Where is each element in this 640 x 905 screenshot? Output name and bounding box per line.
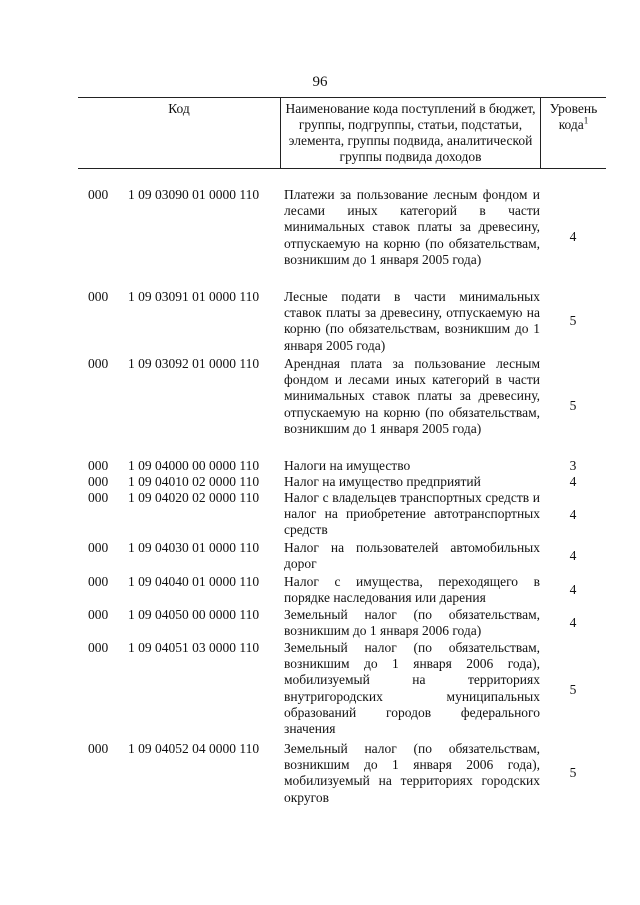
page-number: 96 — [312, 74, 328, 90]
revenue-name: Арендная плата за пользование лесным фондом и лесами иных категорий в части минимальных ставок платы за древесину, отпускаемую на корню (по обязательствам, возникшим до 1 января 2005 года) — [284, 356, 540, 436]
admin-code: 000 — [88, 187, 109, 202]
admin-code: 000 — [88, 474, 109, 489]
revenue-level: 5 — [569, 398, 577, 413]
revenue-name: Земельный налог (по обязательствам, возникшим до 1 января 2006 года), мобилизуемый на территориях городских округов — [284, 741, 540, 805]
header-level — [540, 98, 606, 168]
revenue-level: 4 — [569, 474, 577, 489]
revenue-name: Земельный налог (по обязательствам, возникшим до 1 января 2006 года), мобилизуемый на территориях внутригородских муниципальных образований городов федерального значения — [284, 640, 540, 737]
header-name: Наименование кода поступлений в бюджет, группы, подгруппы, статьи, подстатьи, элемента, группы подвида, аналитической группы подвида доходов — [280, 98, 540, 168]
header-level-footnote: 1 — [583, 115, 589, 126]
revenue-name: Налог с имущества, переходящего в порядке наследования или дарения — [284, 574, 540, 606]
revenue-code: 1 09 04040 01 0000 110 — [128, 574, 260, 589]
admin-code: 000 — [88, 289, 109, 304]
admin-code: 000 — [88, 741, 109, 756]
revenue-name: Налог на пользователей автомобильных дорог — [284, 540, 540, 572]
revenue-level: 4 — [569, 548, 577, 563]
revenue-code: 1 09 04052 04 0000 110 — [128, 741, 260, 756]
revenue-code: 1 09 04020 02 0000 110 — [128, 490, 260, 505]
revenue-code: 1 09 04010 02 0000 110 — [128, 474, 260, 489]
admin-code: 000 — [88, 356, 109, 371]
admin-code: 000 — [88, 458, 109, 473]
revenue-level: 4 — [569, 507, 577, 522]
revenue-code: 1 09 04030 01 0000 110 — [128, 540, 260, 555]
revenue-name: Налог на имущество предприятий — [284, 474, 481, 489]
admin-code: 000 — [88, 574, 109, 589]
header-code: Код — [168, 101, 190, 116]
revenue-code: 1 09 03092 01 0000 110 — [128, 356, 260, 371]
admin-code: 000 — [88, 490, 109, 505]
table-header — [78, 97, 606, 169]
revenue-code: 1 09 04051 03 0000 110 — [128, 640, 260, 655]
admin-code: 000 — [88, 540, 109, 555]
admin-code: 000 — [88, 640, 109, 655]
revenue-name: Платежи за пользование лесным фондом и лесами иных категорий в части минимальных ставок платы за древесину, отпускаемую на корню (по обязательствам, возникшим до 1 января 2005 года) — [284, 187, 540, 267]
revenue-level: 5 — [569, 682, 577, 697]
revenue-level: 4 — [569, 615, 577, 630]
admin-code: 000 — [88, 607, 109, 622]
revenue-name: Лесные подати в части минимальных ставок платы за древесину, отпускаемую на корню (по обязательствам, возникшим до 1 января 2005 года) — [284, 289, 540, 353]
revenue-code: 1 09 03090 01 0000 110 — [128, 187, 260, 202]
revenue-level: 5 — [569, 765, 577, 780]
revenue-code: 1 09 04000 00 0000 110 — [128, 458, 260, 473]
revenue-level: 5 — [569, 313, 577, 328]
revenue-level: 4 — [569, 582, 577, 597]
revenue-code: 1 09 03091 01 0000 110 — [128, 289, 260, 304]
revenue-name: Земельный налог (по обязательствам, возникшим до 1 января 2006 года) — [284, 607, 540, 639]
revenue-name: Налоги на имущество — [284, 458, 411, 473]
revenue-name: Налог с владельцев транспортных средств и налог на приобретение автотранспортных средств — [284, 490, 540, 538]
revenue-code: 1 09 04050 00 0000 110 — [128, 607, 260, 622]
revenue-level: 4 — [569, 229, 577, 244]
revenue-level: 3 — [569, 458, 577, 473]
header-level-label: Уровень кода — [549, 101, 598, 132]
